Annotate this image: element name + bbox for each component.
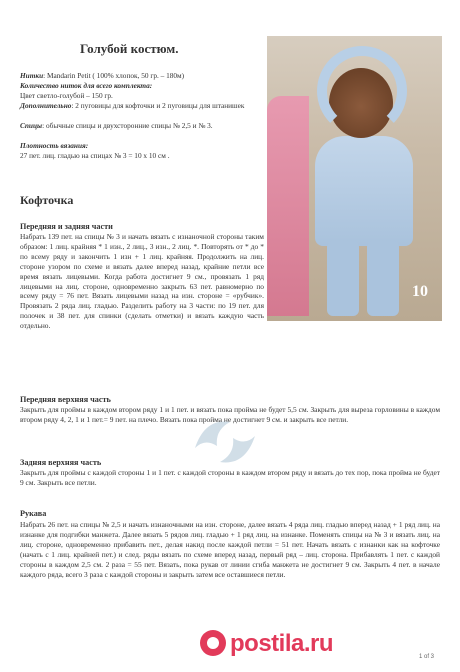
spec-yarn: Нитки: Mandarin Petit ( 100% хлопок, 50 гр. – 180м) [20,71,185,80]
spec-gauge: 27 пет. лиц. гладью на спицах № 3 = 10 х 10 см . [20,151,170,160]
photo-number: 10 [412,283,428,300]
section-heading: Кофточка [20,193,74,207]
photo-leg-left [327,241,359,316]
back-upper-text: Закрыть для проймы с каждой стороны 1 и 1 пет. с каждой стороны в каждом втором ряду и вязать до тех пор, пока пройма не будет 9 см. Закрыть все петли. [20,468,440,487]
spec-color: Цвет светло-голубой – 150 гр. [20,91,113,100]
footer-brand[interactable]: postila.ru [230,630,334,657]
photo-pink-doll [267,96,309,316]
sleeves-text: Набрать 26 пет. на спицы № 2,5 и начать изнаночными на изн. стороне, далее вязать 4 ряда лиц. гладью вперед назад + 1 ряд лиц. на изнанке для подгибки манжета. Далее вязать 5 рядов лиц. гладью + 1 ряд лиц. на изнанке. Поменять спицы на № 3 и вязать лиц. на лиц. стороне, одновременно прибавить пет., делая накид после каждой петли = 51 пет. Начать вязать с изнанки как на кофточке (начать с 1 лиц. крайней пет.) и след. ряды вязать по схеме вперед назад, первый ряд – лиц. сторона. Прибавлять 1 пет. с каждой стороны в каждом 2,5 см. 2 раза = 55 пет. Вязать, пока рукав от линии сгиба манжета не достигнет 9 см. Закрыть 4 пет. в начале каждого ряда, всего 3 раза с каждой стороны и закрыть затем все оставшиеся петли. [20,520,440,579]
spec-gauge-label: Плотность вязания: [20,141,89,150]
front-upper-text: Закрыть для проймы в каждом втором ряду 1 и 1 пет. и вязать пока пройма не будет 5,5 см. Закрыть для выреза горловины в каждом втором ряду 4, 2, 1 и 1 пет.= 9 пет. на плечо. Вязать пока пройма не достигнет 9 см. и закрыть все петли. [20,405,440,424]
doll-photo [267,36,442,321]
front-back-heading: Передняя и задняя части [20,222,113,231]
watermark-logo [185,408,265,476]
page-number: 1 of 3 [419,654,435,660]
page-title: Голубой костюм. [80,41,179,56]
spec-extra: Дополнительно: 2 пуговицы для кофточки и 2 пуговицы для штанишек [20,101,245,110]
back-upper-heading: Задняя верхняя часть [20,458,102,467]
postila-logo-icon [200,630,226,656]
photo-bonnet [317,46,407,136]
spec-needles: Спицы: обычные спицы и двухсторонние спицы № 2,5 и № 3. [20,121,213,130]
front-back-text: Набрать 139 пет. на спицы № 3 и начать вязать с изнаночной стороны таким образом: 1 лиц. крайняя * 1 изн., 2 лиц., 3 изн., 2 лиц. *. Повторять от * до * по всему ряду и закончить 1 изн + 1 лиц. крайняя. Продолжить на лиц. стороне узором по схеме и вязать далее вперед назад, крайние петли все время вязать лицевыми. Когда работа достигнет 9 см., провязать 1 ряд лицевыми на лиц. стороне, одновременно закрыть 63 пет. равномерно по всему ряду = 76 пет. Вязать лицевыми назад на изн. стороне = «рубчик». Провязать 2 ряда лиц. гладью. Разделить работу на 3 части: по 19 пет. для полочек и 38 пет. для спинки (сделать отметки) и вязать каждую часть отдельно. [20,232,264,331]
sleeves-heading: Рукава [20,509,47,518]
photo-leg-right [367,241,399,316]
spec-amount-label: Количество ниток для всего комплекта: [20,81,153,90]
photo-coat [315,136,413,246]
front-upper-heading: Передняя верхняя часть [20,395,111,404]
